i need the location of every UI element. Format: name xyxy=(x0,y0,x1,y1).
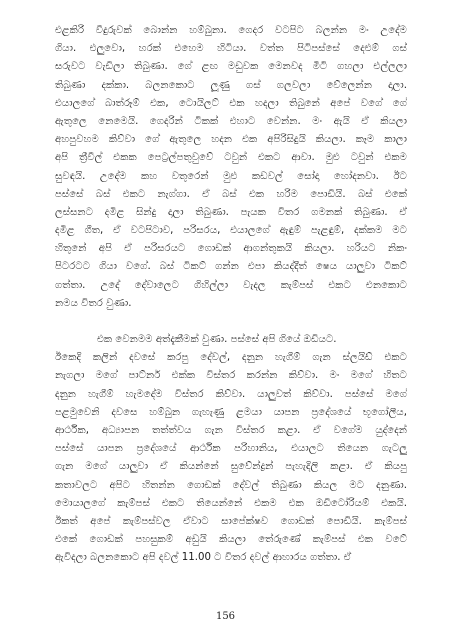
document-page xyxy=(55,22,407,567)
text-line: ආර්ථික, අධ්‍යාපන තත්ත්වය ගැන විස්තර කළා. ඒ වගේම යුද්දෙන් xyxy=(55,424,407,436)
text-line: ඊකෙදි කලින් දවසේ කරපු දේවල්, දනුන හැගීම් ගැන ස්ලයිඩ් එකට xyxy=(55,352,407,364)
text-line: එයාලගේ බාත්රූම් එක, ටොයිලට් එක හදලා තිබුනේ අපේ වගේ ගේ xyxy=(55,97,407,109)
text-line: ගත්තා. උදේ දේවාලෙට ගිහිල්ලා වැදල කැම්පස් එකට එනකොට xyxy=(55,279,407,291)
text-line: අපි ත්‍රීවීල් එකක පෙට්‍රල්පතුවුවේ ටවුන් එකට ආවා. මුළු ටවුන් එකම xyxy=(55,152,407,164)
text-line: හිතුනේ අපි ඒ පරිසරයට ගොඩක් ආගන්තුකයි කියලා. හරියට නිකං xyxy=(55,243,407,255)
text-line: ලස්සනට දමිළ සින්දු දාලා තිබුණා. පැයක විතර ගමනක් තිබුණා. ඒ xyxy=(55,206,407,218)
text-line: සරුවට වැඩිලා තිබුණා. ගේ ළඟ මඩුවක මෙනවද මීටි ගහලා එල්ලලා xyxy=(55,61,407,73)
text-line: කතාවලට අපිට හිතන්න ගොඩක් දේවල් තිබුණා කියල මට දනුණා. xyxy=(55,479,407,491)
text-line: දමිළ ගීත, ඒ වටපිටාව, පරිසරය, එයාලගේ ඇඳුම් පැළඳුම්, දක්කම මට xyxy=(55,225,407,237)
page-number: 156 xyxy=(215,611,236,622)
text-line: පස්සේ යාපන ප්‍රදේශයේ ආර්ථික පරිහානිය, එයාලට තියෙන ගැටලු xyxy=(55,443,407,455)
text-line: ඊකත් අපේ කැම්පස්වල ඒවාට සාපේක්ෂව ගොඩක් පොඩියි. කැම්පස් xyxy=(55,515,407,527)
text-line: තිබුණා දක්කා. බලනකොට ලූණු ගස් ගලවලා වේලෙන්න දාලා. xyxy=(55,79,407,91)
text-line: සුවඳයි. උදේම කහ වතුරෙන් මුළු කඩවල් සෝදා හෝදනවා. ඊට xyxy=(55,170,407,182)
paragraph-1 xyxy=(55,22,407,313)
text-line: ඇවිදලා බලනකොට අපි දවල් 11.00 ට විතර දවල් ආහාරය ගත්තා. ඒ xyxy=(55,552,352,564)
text-line: දනුන හැගීම් හැමදේම විස්තර කිව්වා. යාලුවත් කිව්වා. පස්සේ මගේ xyxy=(55,388,407,400)
paragraph-gap xyxy=(55,313,407,331)
text-line: පිටරටට ගියා වගේ. බස් ටිකට් ගන්න එපා කියද්දීත් ෂෙය යාලුවා ටිකට් xyxy=(55,261,407,273)
text-line: අහපුවහම කිව්වා ගේ ඇතුලෙ හදන එක අපිරිසිදුයි කියලා. කෑම කාලා xyxy=(55,134,407,146)
text-line: නැගලා මගේ පාට්නර් එක්ක විස්තර කරන්න කිව්වා. මං මගේ හිතට xyxy=(55,370,407,382)
text-line: පස්සේ බස් එකට නැග්ගා. ඒ බස් එක හරිම පොඩියි. බස් එකේ xyxy=(55,188,407,200)
text-line: එකේ ගොඩක් පහසුකම් අඩුයි කියලා තේරුණේ කැම්පස් එක වටේ xyxy=(55,534,407,546)
text-line: නමය විතර වුණා. xyxy=(55,297,132,309)
text-line: පළමුවෙනි දවසෙ හම්බුන ගැහැණු ළමයා යාපන ප්‍රදේශයේ භූගෝලීය, xyxy=(55,406,407,418)
text-line: ගියා. එලුවො, හරක් එහෙම හිටියා. වත්ත පිටිපස්සේ දෙළුම් ගස් xyxy=(55,43,407,55)
text-line: ඇතුලෙ නෙමෙයි. ගෙදරින් ටිකක් එහාට වෙන්න. මං ඇයි ඒ කියලා xyxy=(55,115,407,127)
paragraph-2 xyxy=(55,331,407,567)
text-line: ගැන මගේ යාලුවා ඒ කියන්නේ සුවේන්ද්‍රන් පැහැදිලි කළා. ඒ කියපු xyxy=(55,461,407,473)
text-line: එළකිරි වීදුරුවක් බොන්න හම්බුනා. ගෙදර වටපිට බලන්න මං උදේම xyxy=(55,25,407,36)
text-line: එක වෙනමම අත්දැකීමක් වුණා. පස්සේ අපි ගියේ ඔඩියට. xyxy=(97,334,337,345)
text-line: මොයාලගේ කැම්පස් එකට තියෙන්නේ එකම එක ඔඩිටෝරියම් එකයි. xyxy=(55,497,407,509)
